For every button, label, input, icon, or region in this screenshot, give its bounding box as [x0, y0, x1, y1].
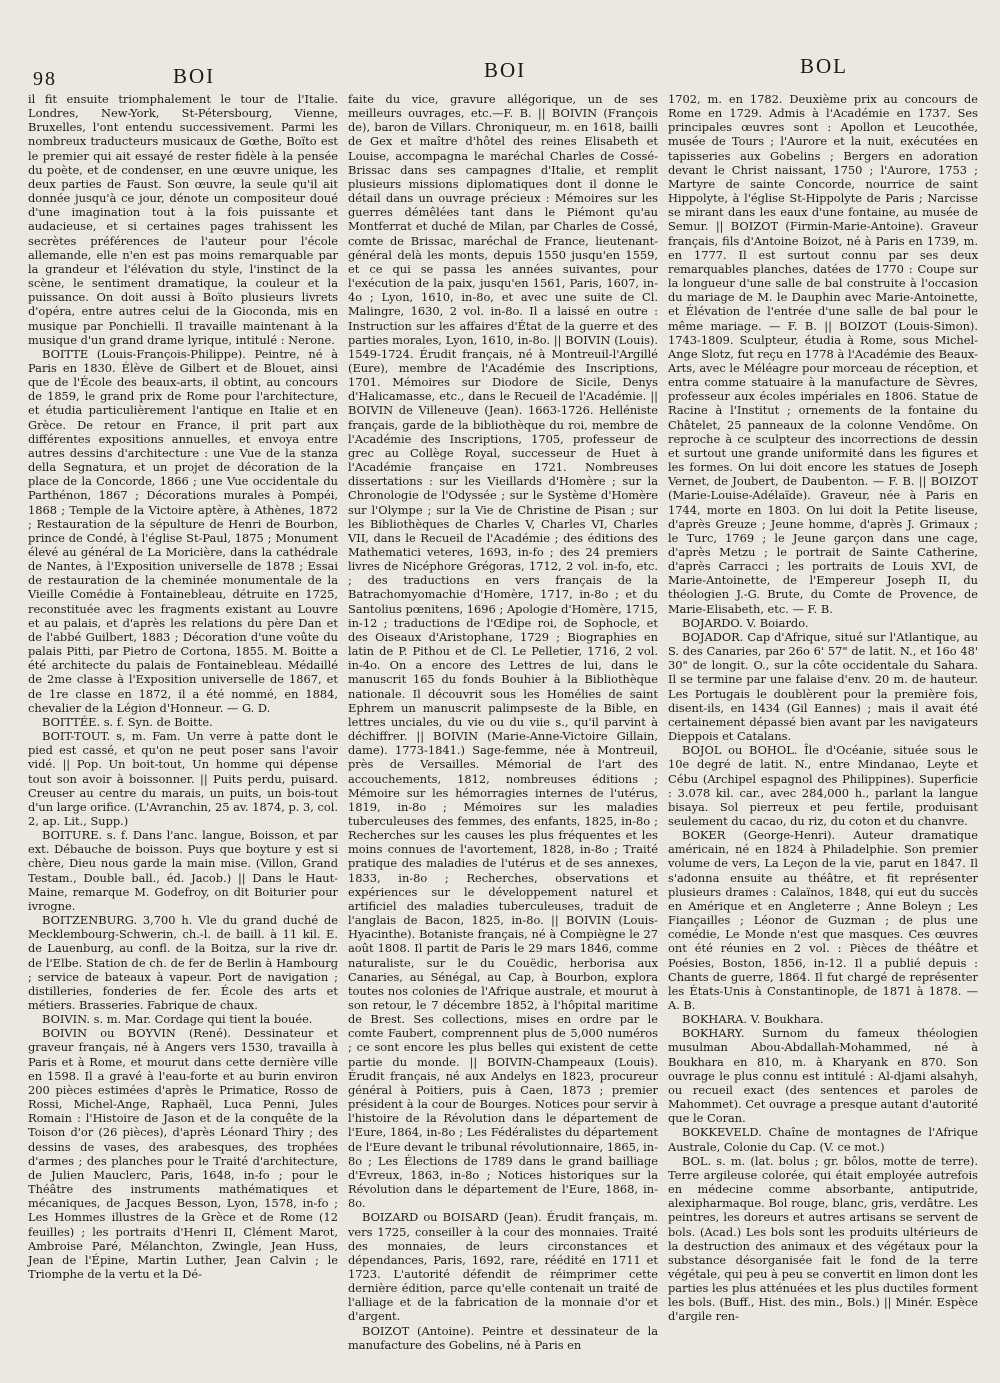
columns — [28, 92, 978, 1352]
dictionary-entry: BOJOL ou BOHOL. Île d'Océanie, située sous le 10e degré de latit. N., entre Mindanao, Leyte et Cébu (Archipel espagnol des Philippines). Superficie : 3.078 kil. car., avec 284,000 h., parlant la langue bisaya. Sol pierreux et peu fertile, produisant seulement du cacao, du riz, du coton et du chanvre. — [668, 743, 978, 828]
dictionary-entry: 1702, m. en 1782. Deuxième prix au concours de Rome en 1729. Admis à l'Académie en 1737. Ses principales œuvres sont : Apollon et Leucothée, musée de Tours ; l'Aurore et la nuit, exécutées en tapisseries aux Gobelins ; Bergers en adoration devant le Christ naissant, 1750 ; l'Aurore, 1753 ; Martyre de sainte Concorde, nourrice de saint Hippolyte, à l'église St-Hippolyte de Paris ; Narcisse se mirant dans les eaux d'une fontaine, au musée de Semur. || BOIZOT (Firmin-Marie-Antoine). Graveur français, fils d'Antoine Boizot, né à Paris en 1739, m. en 1777. Il est surtout connu par ses deux remarquables planches, datées de 1770 : Coupe sur la longueur d'une salle de bal construite à l'occasion du mariage de M. le Dauphin avec Marie-Antoinette, et Élévation de l'entrée d'une salle de bal pour le même mariage. — F. B. || BOIZOT (Louis-Simon). 1743-1809. Sculpteur, étudia à Rome, sous Michel-Ange Slotz, fut reçu en 1778 à l'Académie des Beaux-Arts, avec le Méléagre pour morceau de réception, et entra comme statuaire à la manufacture de Sèvres, professeur aux écoles impériales en 1806. Statue de Racine à l'Institut ; ornements de la fontaine du Châtelet, 25 panneaux de la colonne Vendôme. On reproche à ce sculpteur des incorrections de dessin et surtout une grande uniformité dans les figures et les formes. On lui doit encore les statues de Joseph Vernet, de Joubert, de Daubenton. — F. B. || BOIZOT (Marie-Louise-Adélaïde). Graveur, née à Paris en 1744, morte en 1803. On lui doit la Petite liseuse, d'après Greuze ; Jeune homme, d'après J. Grimaux ; le Turc, 1769 ; le Jeune garçon dans une cage, d'après Metzu ; le portrait de Sainte Catherine, d'après Carracci ; les portraits de Louis XVI, de Marie-Antoinette, de l'Empereur Joseph II, du théologien J.-G. Brute, du Comte de Provence, de Marie-Elisabeth, etc. — F. B. — [668, 92, 978, 616]
dictionary-entry: BOKKEVELD. Chaîne de montagnes de l'Afrique Australe, Colonie du Cap. (V. ce mot.) — [668, 1125, 978, 1154]
dictionary-entry: BOKHARY. Surnom du fameux théologien musulman Abou-Abdallah-Mohammed, né à Boukhara en 810, m. à Kharyank en 870. Son ouvrage le plus connu est intitulé : Al-djami alsahyh, ou recueil exact (des sentences et paroles de Mahommet). Cet ouvrage a presque autant d'autorité que le Coran. — [668, 1026, 978, 1126]
dictionary-entry: faite du vice, gravure allégorique, un de ses meilleurs ouvrages, etc.—F. B. || BOIVIN (François de), baron de Villars. Chroniqueur, m. en 1618, bailli de Gex et maître d'hôtel des reines Elisabeth et Louise, accompagna le maréchal Charles de Cossé-Brissac dans ses campagnes d'Italie, et remplit plusieurs missions diplomatiques dont il donne le détail dans un ouvrage précieux : Mémoires sur les guerres démêlées tant dans le Piémont qu'au Montferrat et duché de Milan, par Charles de Cossé, comte de Brissac, maréchal de France, lieutenant-général delà les monts, depuis 1550 jusqu'en 1559, et ce qui se passa les années suivantes, pour l'exécution de la paix, jusqu'en 1561, Paris, 1607, in-4o ; Lyon, 1610, in-8o, et avec une suite de Cl. Malingre, 1630, 2 vol. in-8o. Il a laissé en outre : Instruction sur les affaires d'État de la guerre et des parties morales, Lyon, 1610, in-8o. || BOIVIN (Louis). 1549-1724. Érudit français, né à Montreuil-l'Argillé (Eure), membre de l'Académie des Inscriptions, 1701. Mémoires sur Diodore de Sicile, Denys d'Halicamasse, etc., dans le Recueil de l'Académie. || BOIVIN de Villeneuve (Jean). 1663-1726. Helléniste français, garde de la bibliothèque du roi, membre de l'Académie des Inscriptions, 1705, professeur de grec au Collège Royal, successeur de Huet à l'Académie française en 1721. Nombreuses dissertations : sur les Vieillards d'Homère ; sur la Chronologie de l'Odyssée ; sur le Système d'Homère sur l'Olympe ; sur la Vie de Christine de Pisan ; sur les Bibliothèques de Charles V, Charles VI, Charles VII, dans le Recueil de l'Académie ; des éditions des Mathematici veteres, 1693, in-fo ; des 24 premiers livres de Nicéphore Grégoras, 1712, 2 vol. in-fo, etc. ; des traductions en vers français de la Batrachomyomachie d'Homère, 1717, in-8o ; et du Santolius pœnitens, 1696 ; Apologie d'Homère, 1715, in-12 ; traductions de l'Œdipe roi, de Sophocle, et des Oiseaux d'Aristophane, 1729 ; Biographies en latin de P. Pithou et de Cl. Le Pelletier, 1716, 2 vol. in-4o. On a encore des Lettres de lui, dans le manuscrit 165 du fonds Bouhier à la Bibliothèque nationale. Il découvrit sous les Homélies de saint Ephrem un manuscrit palimpseste de la Bible, en lettres unciales, du vie ou du viie s., qu'il parvint à déchiffrer. || BOIVIN (Marie-Anne-Victoire Gillain, dame). 1773-1841.) Sage-femme, née à Montreuil, près de Versailles. Mémorial de l'art des accouchements, 1812, nombreuses éditions ; Mémoire sur les hémorragies internes de l'utérus, 1819, in-8o ; Mémoires sur les maladies tuberculeuses des femmes, des enfants, 1825, in-8o ; Recherches sur les causes les plus fréquentes et les moins connues de l'avortement, 1828, in-8o ; Traité pratique des maladies de l'utérus et de ses annexes, 1833, in-8o ; Recherches, observations et expériences sur le développement naturel et artificiel des maladies tuberculeuses, traduit de l'anglais de Bacon, 1825, in-8o. || BOIVIN (Louis-Hyacinthe). Botaniste français, né à Compiègne le 27 août 1808. Il partit de Paris le 29 mars 1846, comme naturaliste, sur le du Couëdic, herborisa aux Canaries, au Sénégal, au Cap, à Bourbon, explora toutes nos colonies de l'Afrique australe, et mourut à son retour, le 7 décembre 1852, à l'hôpital maritime de Brest. Ses collections, mises en ordre par le comte Faubert, comprennent plus de 5,000 numéros ; ce sont encore les plus belles qui existent de cette partie du monde. || BOIVIN-Champeaux (Louis). Érudit français, né aux Andelys en 1823, procureur général à Poitiers, puis à Caen, 1873 ; premier président à la cour de Bourges. Notices pour servir à l'histoire de la Révolution dans le département de l'Eure, 1864, in-8o ; Les Fédéralistes du département de l'Eure devant le tribunal révolutionnaire, 1865, in-8o ; Les Élections de 1789 dans le grand bailliage d'Evreux, 1863, in-8o ; Notices historiques sur la Révolution dans le département de l'Eure, 1868, in-8o. — [348, 92, 658, 1211]
dictionary-entry: BOITTÉE. s. f. Syn. de Boitte. — [42, 714, 213, 729]
header-center-guide-word: BOI — [484, 58, 527, 82]
dictionary-entry: BOIZARD ou BOISARD (Jean). Érudit français, m. vers 1725, conseiller à la cour des monnaies. Traité des monnaies, de leurs circonstances et dépendances, Paris, 1692, rare, réédité en 1711 et 1723. L'autorité défendit de réimprimer cette dernière édition, parce qu'elle contenait un traité de l'alliage et de la fabrication de la monnaie d'or et d'argent. — [348, 1210, 658, 1324]
dictionary-entry: BOIT-TOUT. s, m. Fam. Un verre à patte dont le pied est cassé, et qu'on ne peut poser sans l'avoir vidé. || Pop. Un boit-tout, Un homme qui dépense tout son avoir à boissonner. || Puits perdu, puisard. Creuser au centre du marais, un puits, un bois-tout d'un large orifice. (L'Avranchin, 25 av. 1874, p. 3, col. 2, ap. Lit., Supp.) — [28, 729, 338, 828]
dictionary-entry: BOJADOR. Cap d'Afrique, situé sur l'Atlantique, au S. des Canaries, par 26o 6' 57" de latit. N., et 16o 48' 30" de longit. O., sur la côte occidentale du Sahara. Il se termine par une falaise d'env. 20 m. de hauteur. Les Portugais le doublèrent pour la première fois, disent-ils, en 1434 (Gil Eannes) ; mais il avait été certainement dépassé bien avant par les navigateurs Dieppois et Catalans. — [668, 629, 978, 744]
dictionary-entry: BOKER (George-Henri). Auteur dramatique américain, né en 1824 à Philadelphie. Son premier volume de vers, La Leçon de la vie, parut en 1847. Il s'adonna ensuite au théâtre, et fit représenter plusieurs drames : Calaïnos, 1848, qui eut du succès en Amérique et en Angleterre ; Anne Boleyn ; Les Fiançailles ; Léonor de Guzman ; de plus une comédie, Le Monde n'est que masques. Ces œuvres ont été réunies en 2 vol. : Pièces de théâtre et Poésies, Boston, 1856, in-12. Il a publié depuis : Chants de guerre, 1864. Il fut chargé de représenter les États-Unis à Constantinople, de 1871 à 1878. — A. B. — [668, 828, 978, 1012]
column-left — [28, 92, 338, 1352]
dictionary-entry: BOIVIN ou BOYVIN (René). Dessinateur et graveur français, né à Angers vers 1530, travailla à Paris et à Rome, et mourut dans cette dernière ville en 1598. Il a gravé à l'eau-forte et au burin environ 200 pièces estimées d'après le Primatice, Rosso de Rossi, Michel-Ange, Raphaël, Luca Penni, Jules Romain : l'Histoire de Jason et de la conquête de la Toison d'or (26 pièces), d'après Léonard Thiry ; des dessins de vases, des arabesques, des trophées d'armes ; des planches pour le Traité d'architecture, de Julien Mauclerc, Paris, 1648, in-fo ; pour le Théâtre des instruments mathématiques et mécaniques, de Jacques Besson, Lyon, 1578, in-fo ; Les Hommes illustres de la Grèce et de Rome (12 feuilles) ; les portraits d'Henri II, Clément Marot, Ambroise Paré, Mélanchton, Zwingle, Jean Huss, Jean de l'Épine, Martin Luther, Jean Calvin ; le Triomphe de la vertu et la Dé- — [28, 1026, 338, 1281]
dictionary-entry: BOKHARA. V. Boukhara. — [682, 1012, 824, 1027]
dictionary-entry: BOITTE (Louis-François-Philippe). Peintre, né à Paris en 1830. Élève de Gilbert et de Blouet, ainsi que de l'École des beaux-arts, il obtint, au concours de 1859, le grand prix de Rome pour l'architecture, et étudia particulièrement l'antique en Italie et en Grèce. De retour en France, il prit part aux différentes expositions annuelles, et envoya entre autres dessins d'architecture : une Vue de la stanza della Segnatura, et un projet de décoration de la place de la Concorde, 1866 ; une Vue occidentale du Parthénon, 1867 ; Décorations murales à Pompéi, 1868 ; Temple de la Victoire aptère, à Athènes, 1872 ; Restauration de la sépulture de Henri de Bourbon, prince de Condé, à l'église St-Paul, 1875 ; Monument élevé au général de La Moricière, dans la cathédrale de Nantes, à l'Exposition universelle de 1878 ; Essai de restauration de la cheminée monumentale de la Vieille Comédie à Fontainebleau, détruite en 1725, reconstituée avec les fragments existant au Louvre et au palais, et d'après les relations du père Dan et de l'abbé Guilbert, 1883 ; Décoration d'une voûte du palais Pitti, par Pietro de Cortona, 1855. M. Boitte a été architecte du palais de Fontainebleau. Médaillé de 2me classe à l'Exposition universelle de 1867, et de 1re classe en 1872, il a été nommé, en 1884, chevalier de la Légion d'Honneur. — G. D. — [28, 346, 338, 715]
dictionary-entry: BOITURE. s. f. Dans l'anc. langue, Boisson, et par ext. Débauche de boisson. Puys que boyture y est si chère, Dieu nous garde la main mise. (Villon, Grand Testam., Double ball., éd. Jacob.) || Dans le Haut-Maine, remarque M. Godefroy, on dit Boiturier pour ivrogne. — [28, 828, 338, 913]
dictionary-entry: BOIVIN. s. m. Mar. Cordage qui tient la bouée. — [42, 1012, 313, 1027]
header-left-guide-word: BOI — [173, 64, 216, 88]
column-right — [668, 92, 978, 1352]
page-number: 98 — [33, 68, 57, 90]
dictionary-entry: BOIZOT (Antoine). Peintre et dessinateur de la manufacture des Gobelins, né à Paris en — [348, 1323, 658, 1352]
dictionary-entry: BOITZENBURG. 3,700 h. Vle du grand duché de Mecklembourg-Schwerin, ch.-l. de baill. à 11 kil. E. de Lauenburg, au confl. de la Boitza, sur la rive dr. de l'Elbe. Station de ch. de fer de Berlin à Hambourg ; service de bateaux à vapeur. Port de navigation ; distilleries, fonderies de fer. École des arts et métiers. Brasseries. Fabrique de chaux. — [28, 913, 338, 1012]
dictionary-entry: il fit ensuite triomphalement le tour de l'Italie. Londres, New-York, St-Pétersbourg, Vienne, Bruxelles, l'ont entendu successivement. Parmi les nombreux traducteurs musicaux de Gœthe, Boïto est le premier qui ait essayé de rester fidèle à la pensée du poète, et de condenser, en une œuvre unique, les deux parties de Faust. Son œuvre, la seule qu'il ait donnée jusqu'à ce jour, dénote un compositeur doué d'une imagination tout à la fois puissante et audacieuse, et si certaines pages trahissent les secrètes préférences de l'auteur pour l'école allemande, elle n'en est pas moins remarquable par la grandeur et l'élévation du style, l'instinct de la scène, le sentiment dramatique, la couleur et la puissance. On doit aussi à Boïto plusieurs livrets d'opéra, entre autres celui de la Gioconda, mis en musique par Ponchielli. Il travaille maintenant à la musique d'un grand drame lyrique, intitulé : Nerone. — [28, 92, 338, 347]
dictionary-entry: BOL. s. m. (lat. bolus ; gr. bôlos, motte de terre). Terre argileuse colorée, qui était employée autrefois en médecine comme absorbante, antiputride, alexipharmaque. Bol rouge, blanc, gris, verdâtre. Les peintres, les doreurs et autres artisans se servent de bols. (Acad.) Les bols sont les produits ultérieurs de la destruction des animaux et des végétaux pour la substance désorganisée fait le fond de la terre végétale, qui peu à peu se convertit en limon dont les parties les plus atténuées et les plus ductiles forment les bols. (Buff., Hist. des min., Bols.) || Minér. Espèce d'argile ren- — [668, 1153, 978, 1324]
column-middle — [348, 92, 658, 1352]
header-right-guide-word: BOL — [800, 54, 848, 78]
dictionary-entry: BOJARDO. V. Boiardo. — [682, 615, 809, 630]
